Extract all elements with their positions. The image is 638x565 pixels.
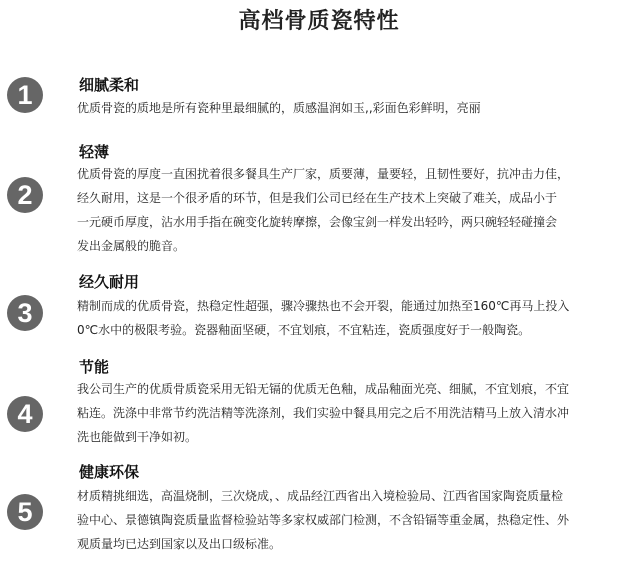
- page-title: 高档骨质瓷特性: [238, 9, 400, 34]
- description-line: 粘连。洗涤中非常节约洗洁精等洗涤剂，我们实验中餐具用完之后不用洗洁精马上放入清水冲: [77, 406, 570, 420]
- number-badge: 3: [7, 295, 43, 331]
- description-line: 材质精挑细选，高温烧制，三次烧成，、成品经江西省出入境检验局、江西省国家陶瓷质量检: [77, 489, 564, 503]
- feature-description: [77, 377, 633, 449]
- feature-heading: 健康环保: [79, 463, 140, 481]
- feature-heading: 节能: [79, 358, 110, 376]
- number-badge: 2: [7, 177, 43, 213]
- description-line: 观质量均已达到国家以及出口级标准。: [77, 537, 282, 551]
- description-line: 精制而成的优质骨瓷，热稳定性超强，骤冷骤热也不会开裂，能通过加热至160℃再马上投入: [77, 299, 570, 313]
- description-line: 优质骨瓷的厚度一直困扰着很多餐具生产厂家，质要薄，量要轻，且韧性要好，抗冲击力佳，: [77, 167, 570, 181]
- description-line: 经久耐用，这是一个很矛盾的环节，但是我们公司已经在生产技术上突破了难关，成品小于: [77, 191, 558, 205]
- feature-heading: 细腻柔和: [79, 76, 140, 94]
- description-line: 发出金属般的脆音。: [77, 239, 186, 253]
- feature-description: [77, 162, 633, 258]
- number-badge: 4: [7, 396, 43, 432]
- description-line: 验中心、景德镇陶瓷质量监督检验站等多家权威部门检测，不含铅镉等重金属，热稳定性、外: [77, 513, 570, 527]
- feature-description: [77, 96, 633, 120]
- feature-description: [77, 484, 633, 556]
- number-badge: 5: [7, 494, 43, 530]
- description-line: 洗也能做到干净如初。: [77, 430, 198, 444]
- number-badge: 1: [7, 77, 43, 113]
- description-line: 一元硬币厚度，沾水用手指在碗变化旋转摩擦，会像宝剑一样发出轻吟，两只碗轻轻碰撞会: [77, 215, 558, 229]
- description-line: 0℃水中的极限考验。瓷器釉面坚硬，不宜划痕，不宜粘连，瓷质强度好于一般陶瓷。: [77, 323, 531, 337]
- description-line: 优质骨瓷的质地是所有瓷种里最细腻的，质感温润如玉,,彩面色彩鲜明，亮丽: [77, 101, 481, 115]
- feature-description: [77, 294, 633, 342]
- feature-heading: 经久耐用: [79, 273, 140, 291]
- description-line: 我公司生产的优质骨质瓷采用无铅无镉的优质无色釉，成品釉面光亮、细腻，不宜划痕，不宜: [77, 382, 570, 396]
- feature-heading: 轻薄: [79, 143, 110, 161]
